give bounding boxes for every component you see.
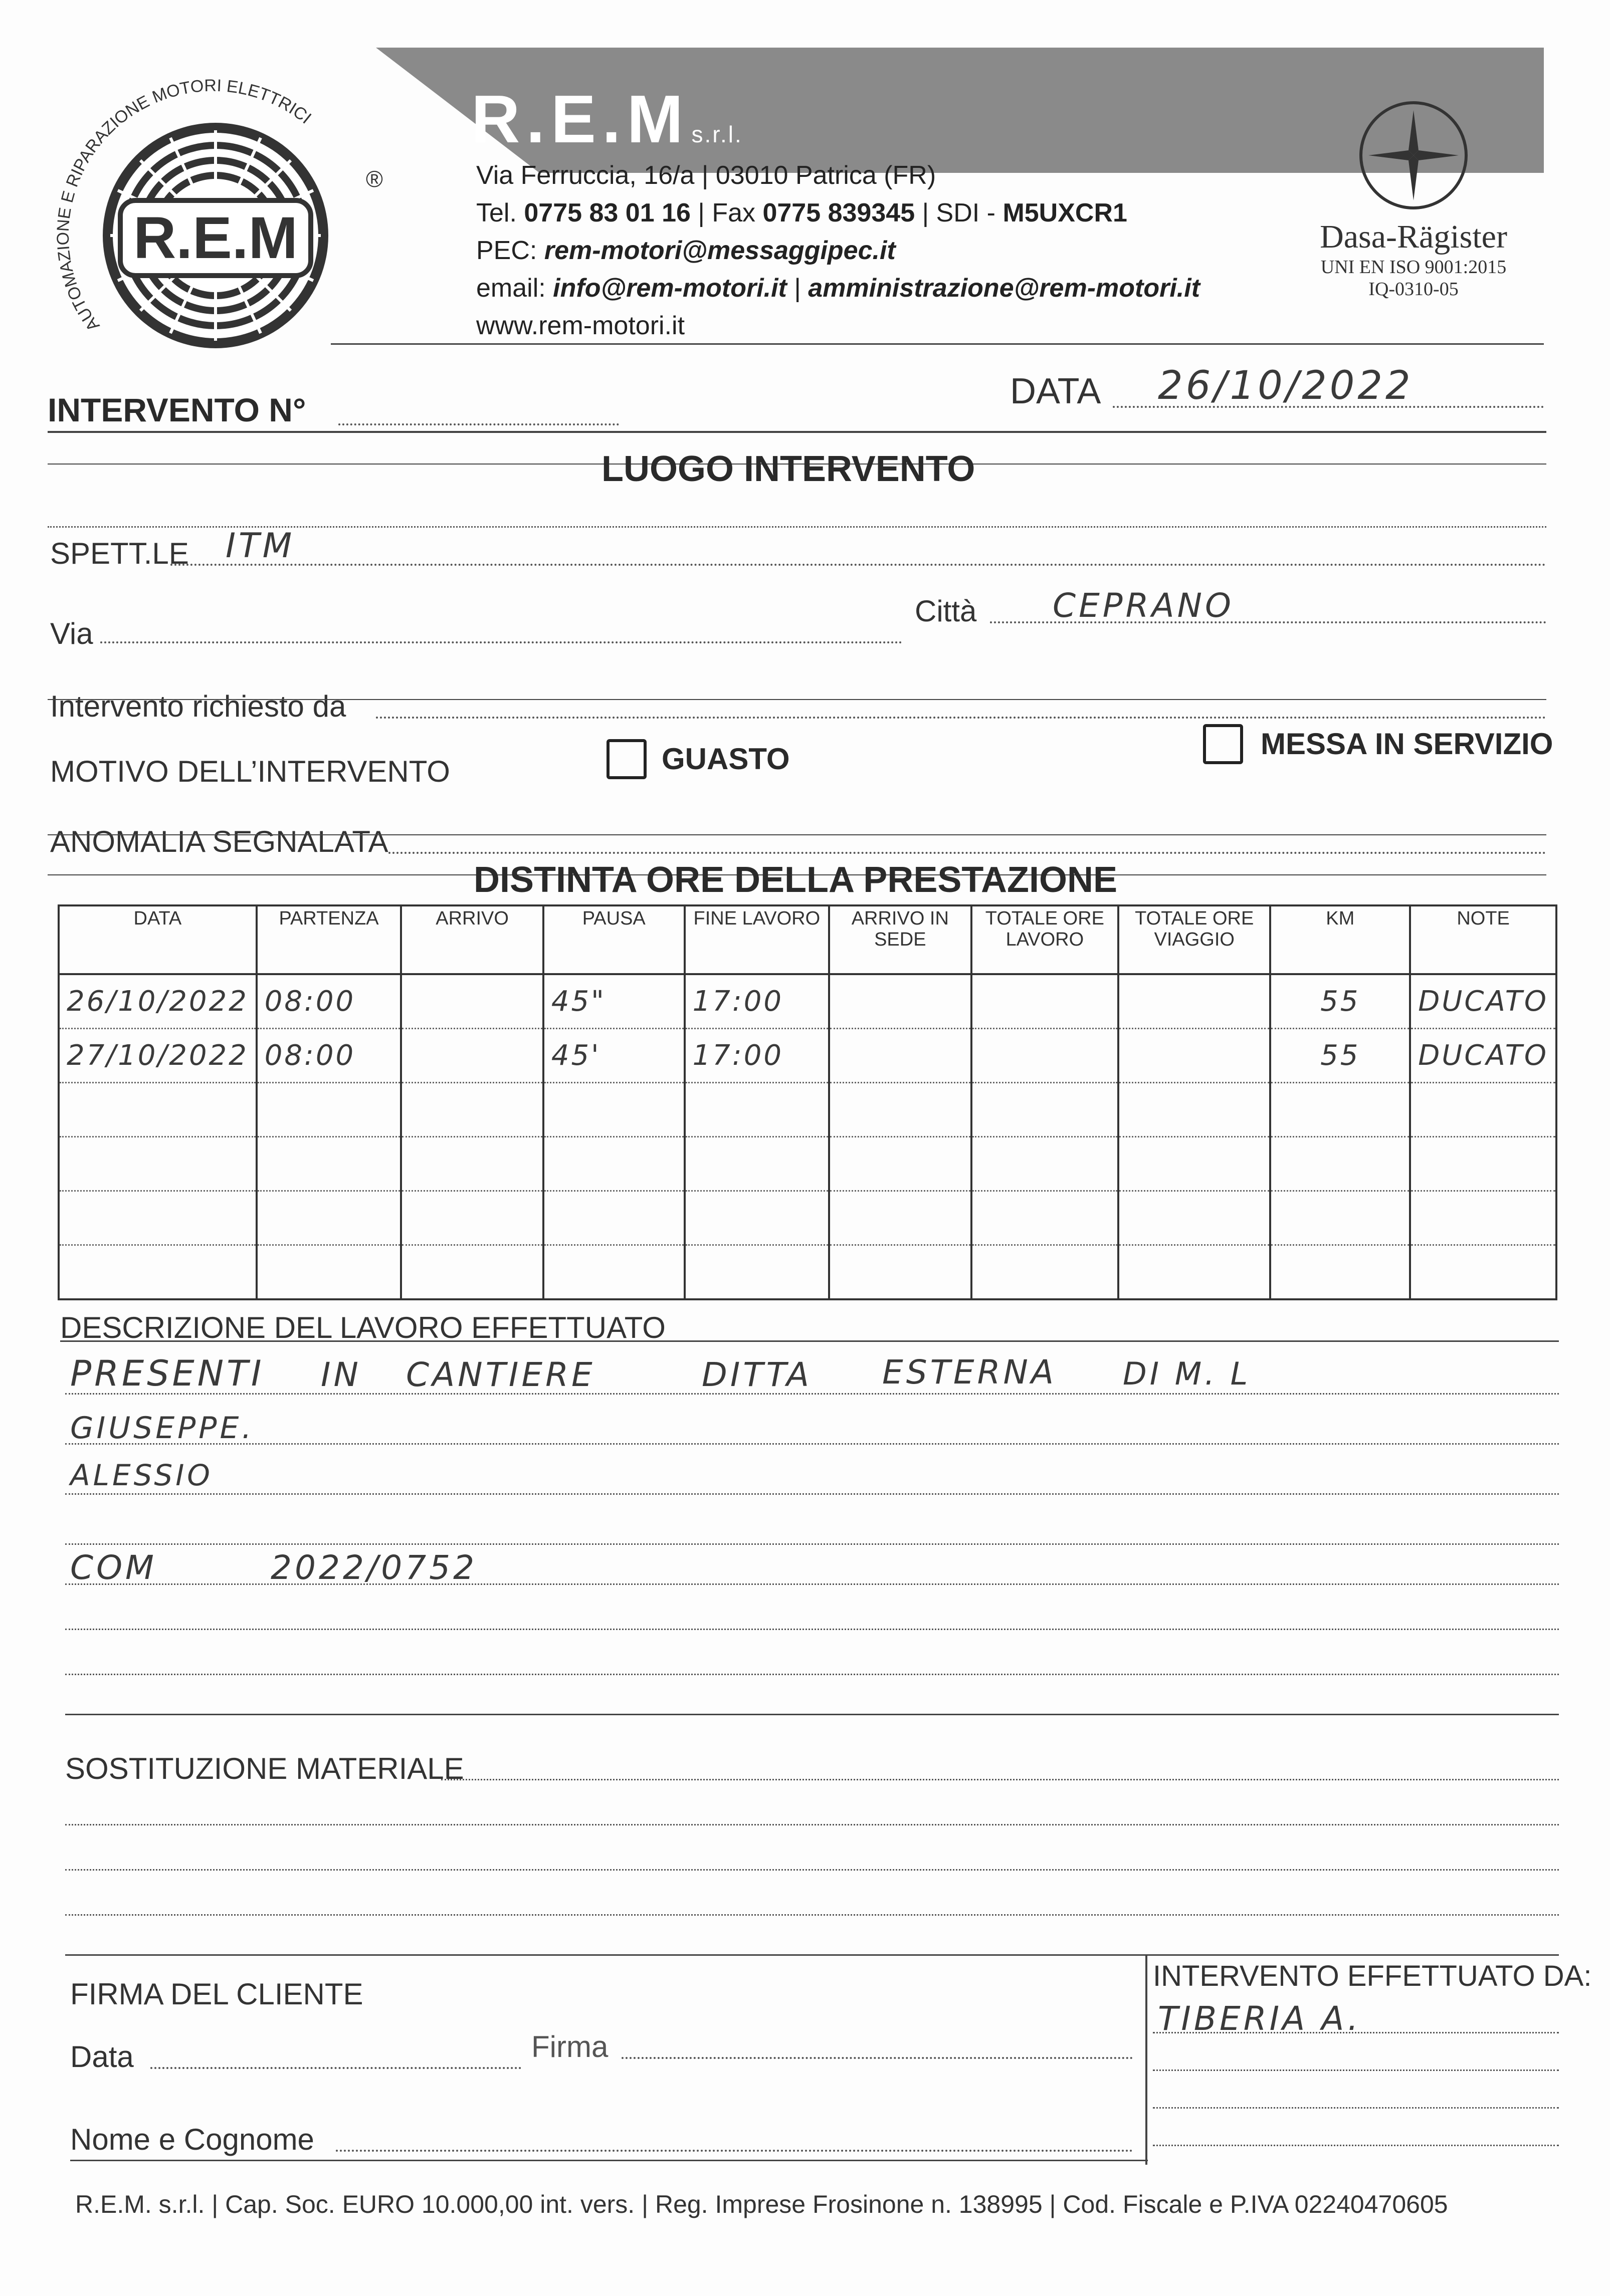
hours-table — [58, 904, 1557, 1300]
cell-totale-ore-viaggio[interactable] — [1118, 1083, 1270, 1137]
descrizione-end-rule — [65, 1714, 1559, 1715]
cell-totale-ore-lavoro[interactable] — [971, 974, 1119, 1029]
descrizione-text-1f: DI M. L — [1123, 1355, 1251, 1392]
registered-mark: ® — [366, 166, 383, 192]
fax-label: | Fax — [698, 198, 756, 227]
messa-in-servizio-label: MESSA IN SERVIZIO — [1261, 727, 1553, 761]
via-field[interactable] — [100, 641, 902, 643]
footer-legal: R.E.M. s.r.l. | Cap. Soc. EURO 10.000,00 int. vers. | Reg. Imprese Frosinone n. 138995 | Cod. Fiscale e P.IVA 02240470605 — [75, 2190, 1448, 2218]
effettuato-line-3[interactable] — [1153, 2107, 1559, 2109]
email-info[interactable]: info@rem-motori.it — [553, 274, 787, 303]
cell-arrivo[interactable] — [401, 1029, 543, 1083]
intervento-number-field[interactable] — [338, 423, 619, 425]
guasto-label: GUASTO — [662, 742, 790, 776]
cell-km[interactable] — [1270, 1083, 1410, 1137]
cell-data[interactable] — [59, 1245, 257, 1300]
cell-partenza[interactable] — [257, 1137, 401, 1191]
cell-partenza[interactable] — [257, 1083, 401, 1137]
cell-km[interactable]: 55 — [1270, 974, 1410, 1029]
spett-value: ITM — [226, 526, 295, 566]
cell-note[interactable]: DUCATO — [1410, 1029, 1556, 1083]
cell-data[interactable] — [59, 1137, 257, 1191]
cell-totale-ore-viaggio[interactable] — [1118, 1137, 1270, 1191]
richiesto-field[interactable] — [376, 717, 1546, 719]
sostituzione-line-2[interactable] — [65, 1824, 1559, 1825]
email-separator: | — [794, 274, 801, 303]
citta-label: Città — [915, 594, 977, 628]
cell-note[interactable]: DUCATO — [1410, 974, 1556, 1029]
descrizione-line-7[interactable] — [65, 1674, 1559, 1675]
firma-vertical-divider — [1145, 1954, 1147, 2165]
cell-pausa[interactable] — [543, 1083, 685, 1137]
cell-note[interactable] — [1410, 1191, 1556, 1245]
col-km: KM — [1270, 905, 1410, 974]
descrizione-line-3[interactable] — [65, 1493, 1559, 1495]
sostituzione-line-1[interactable] — [441, 1779, 1559, 1780]
sostituzione-label: SOSTITUZIONE MATERIALE — [65, 1752, 464, 1785]
cert-standard: UNI EN ISO 9001:2015 — [1320, 257, 1507, 278]
email-line — [476, 273, 1200, 303]
col-totale-ore-viaggio: TOTALE ORE VIAGGIO — [1118, 905, 1270, 974]
descrizione-text-1b: IN — [321, 1355, 361, 1394]
col-pausa: PAUSA — [543, 905, 685, 974]
descrizione-text-1c: CANTIERE — [406, 1355, 595, 1394]
date-label: DATA — [1010, 371, 1101, 411]
cell-totale-ore-lavoro[interactable] — [971, 1245, 1119, 1300]
table-header-row — [59, 905, 1556, 974]
phone-line — [476, 198, 1127, 228]
cell-fine-lavoro[interactable] — [685, 1083, 829, 1137]
cell-partenza[interactable] — [257, 1191, 401, 1245]
cell-arrivo[interactable] — [401, 1137, 543, 1191]
table-row — [59, 974, 1556, 1029]
cell-km[interactable]: 55 — [1270, 1029, 1410, 1083]
cell-pausa[interactable] — [543, 1245, 685, 1300]
cell-note[interactable] — [1410, 1137, 1556, 1191]
pec-label: PEC: — [476, 236, 537, 265]
messa-in-servizio-checkbox[interactable] — [1203, 724, 1243, 764]
cell-data[interactable]: 26/10/2022 — [59, 974, 257, 1029]
tel-number: 0775 83 01 16 — [524, 198, 691, 227]
website-link[interactable]: www.rem-motori.it — [476, 311, 685, 340]
cell-totale-ore-lavoro[interactable] — [971, 1029, 1119, 1083]
table-row — [59, 1245, 1556, 1300]
brand-text: R.E.M — [471, 81, 690, 157]
nome-cognome-label: Nome e Cognome — [70, 2123, 314, 2156]
anomalia-field[interactable] — [388, 852, 1546, 854]
effettuato-value: TIBERIA A. — [1158, 1999, 1361, 2038]
cell-fine-lavoro[interactable] — [685, 1245, 829, 1300]
cell-partenza[interactable] — [257, 1245, 401, 1300]
logo-arc-text: AUTOMAZIONE E RIPARAZIONE MOTORI ELETTRICI — [53, 76, 315, 335]
descrizione-text-1a: PRESENTI — [70, 1353, 265, 1394]
descrizione-line-6[interactable] — [65, 1629, 1559, 1630]
cell-totale-ore-lavoro[interactable] — [971, 1137, 1119, 1191]
table-row — [59, 1029, 1556, 1083]
richiesto-label: Intervento richiesto da — [50, 690, 346, 723]
descrizione-text-1d: DITTA — [702, 1355, 813, 1394]
descrizione-text-1e: ESTERNA — [882, 1353, 1057, 1392]
cell-data[interactable]: 27/10/2022 — [59, 1029, 257, 1083]
table-row — [59, 1137, 1556, 1191]
cell-partenza[interactable]: 08:00 — [257, 1029, 401, 1083]
firma-firma-label: Firma — [531, 2030, 609, 2063]
cell-totale-ore-viaggio[interactable] — [1118, 1245, 1270, 1300]
brand-suffix: s.r.l. — [691, 121, 743, 147]
cell-totale-ore-viaggio[interactable] — [1118, 1191, 1270, 1245]
sostituzione-line-4[interactable] — [65, 1914, 1559, 1916]
effettuato-line-1[interactable] — [1153, 2032, 1559, 2033]
intervento-number-label: INTERVENTO N° — [48, 391, 306, 428]
descrizione-rule — [60, 1340, 1559, 1342]
col-arrivo-in-sede: ARRIVO IN SEDE — [829, 905, 971, 974]
descrizione-text-3: ALESSIO — [70, 1458, 213, 1492]
cell-arrivo-in-sede[interactable] — [829, 1137, 971, 1191]
cell-km[interactable] — [1270, 1245, 1410, 1300]
col-note: NOTE — [1410, 905, 1556, 974]
col-fine-lavoro: FINE LAVORO — [685, 905, 829, 974]
descrizione-line-2[interactable] — [65, 1443, 1559, 1445]
section-divider-4 — [48, 834, 1546, 835]
fax-number: 0775 839345 — [762, 198, 915, 227]
descrizione-line-4[interactable] — [65, 1543, 1559, 1545]
cell-data[interactable] — [59, 1191, 257, 1245]
descrizione-text-5a: COM — [70, 1548, 157, 1587]
email-admin[interactable]: amministrazione@rem-motori.it — [808, 274, 1200, 303]
cell-arrivo-in-sede[interactable] — [829, 1029, 971, 1083]
effettuato-line-4[interactable] — [1153, 2145, 1559, 2146]
section-divider-3 — [48, 699, 1546, 700]
cell-arrivo[interactable] — [401, 1245, 543, 1300]
col-data: DATA — [59, 905, 257, 974]
company-logo — [45, 45, 396, 366]
cell-km[interactable] — [1270, 1137, 1410, 1191]
pec-address[interactable]: rem-motori@messaggipec.it — [544, 236, 896, 265]
descrizione-label: DESCRIZIONE DEL LAVORO EFFETTUATO — [60, 1311, 666, 1344]
tel-label: Tel. — [476, 198, 517, 227]
cell-note[interactable] — [1410, 1245, 1556, 1300]
header-divider — [331, 343, 1544, 345]
certification-block — [1303, 95, 1524, 300]
cell-arrivo[interactable] — [401, 1083, 543, 1137]
firma-cliente-label: FIRMA DEL CLIENTE — [70, 1977, 363, 2011]
guasto-checkbox[interactable] — [607, 739, 647, 779]
citta-value: CEPRANO — [1053, 586, 1234, 625]
cell-note[interactable] — [1410, 1083, 1556, 1137]
descrizione-text-5b: 2022/0752 — [271, 1548, 478, 1587]
sostituzione-line-3[interactable] — [65, 1869, 1559, 1871]
nome-cognome-field[interactable] — [336, 2150, 1133, 2152]
date-value: 26/10/2022 — [1158, 363, 1414, 408]
cell-totale-ore-viaggio[interactable] — [1118, 1029, 1270, 1083]
descrizione-text-2: GIUSEPPE. — [70, 1411, 255, 1446]
compass-star-icon — [1353, 95, 1474, 215]
via-label: Via — [50, 617, 93, 650]
cell-fine-lavoro[interactable] — [685, 1191, 829, 1245]
email-label: email: — [476, 274, 546, 303]
firma-data-field[interactable] — [150, 2067, 521, 2069]
effettuato-line-2[interactable] — [1153, 2070, 1559, 2071]
address-line: Via Ferruccia, 16/a | 03010 Patrica (FR) — [476, 161, 936, 190]
cell-arrivo[interactable] — [401, 1191, 543, 1245]
firma-data-label: Data — [70, 2040, 134, 2074]
cell-data[interactable] — [59, 1083, 257, 1137]
motivo-label: MOTIVO DELL’INTERVENTO — [50, 755, 450, 788]
cell-pausa[interactable]: 45' — [543, 1029, 685, 1083]
cell-totale-ore-viaggio[interactable] — [1118, 974, 1270, 1029]
section-divider-1 — [48, 431, 1546, 433]
cert-code: IQ-0310-05 — [1368, 279, 1459, 300]
spett-label: SPETT.LE — [50, 537, 189, 570]
cell-fine-lavoro[interactable] — [685, 1137, 829, 1191]
cell-arrivo-in-sede[interactable] — [829, 1245, 971, 1300]
logo-center-text: R.E.M — [133, 205, 298, 271]
cert-name: Dasa-Rägister — [1320, 218, 1507, 255]
effettuato-label: INTERVENTO EFFETTUATO DA: — [1153, 1960, 1592, 1992]
col-totale-ore-lavoro: TOTALE ORE LAVORO — [971, 905, 1119, 974]
cell-km[interactable] — [1270, 1191, 1410, 1245]
cell-arrivo-in-sede[interactable] — [829, 974, 971, 1029]
sdi-label: | SDI - — [922, 198, 995, 227]
cell-fine-lavoro[interactable]: 17:00 — [685, 974, 829, 1029]
cell-totale-ore-lavoro[interactable] — [971, 1191, 1119, 1245]
col-partenza: PARTENZA — [257, 905, 401, 974]
luogo-title: LUOGO INTERVENTO — [601, 449, 975, 489]
table-row — [59, 1191, 1556, 1245]
pec-line — [476, 236, 896, 266]
cell-pausa[interactable] — [543, 1191, 685, 1245]
col-arrivo: ARRIVO — [401, 905, 543, 974]
cell-totale-ore-lavoro[interactable] — [971, 1083, 1119, 1137]
spett-field[interactable] — [170, 564, 1546, 566]
sdi-code: M5UXCR1 — [1002, 198, 1127, 227]
cell-arrivo[interactable] — [401, 974, 543, 1029]
cell-arrivo-in-sede[interactable] — [829, 1083, 971, 1137]
cell-pausa[interactable] — [543, 1137, 685, 1191]
cell-partenza[interactable]: 08:00 — [257, 974, 401, 1029]
table-row — [59, 1083, 1556, 1137]
distinta-title: DISTINTA ORE DELLA PRESTAZIONE — [474, 860, 1118, 900]
anomalia-label: ANOMALIA SEGNALATA — [50, 825, 388, 858]
firma-bottom-rule — [70, 2160, 1148, 2161]
cell-pausa[interactable]: 45" — [543, 974, 685, 1029]
cell-arrivo-in-sede[interactable] — [829, 1191, 971, 1245]
sostituzione-end-rule — [65, 1954, 1559, 1956]
brand-name — [471, 80, 743, 158]
cell-fine-lavoro[interactable]: 17:00 — [685, 1029, 829, 1083]
firma-firma-field[interactable] — [622, 2057, 1133, 2059]
